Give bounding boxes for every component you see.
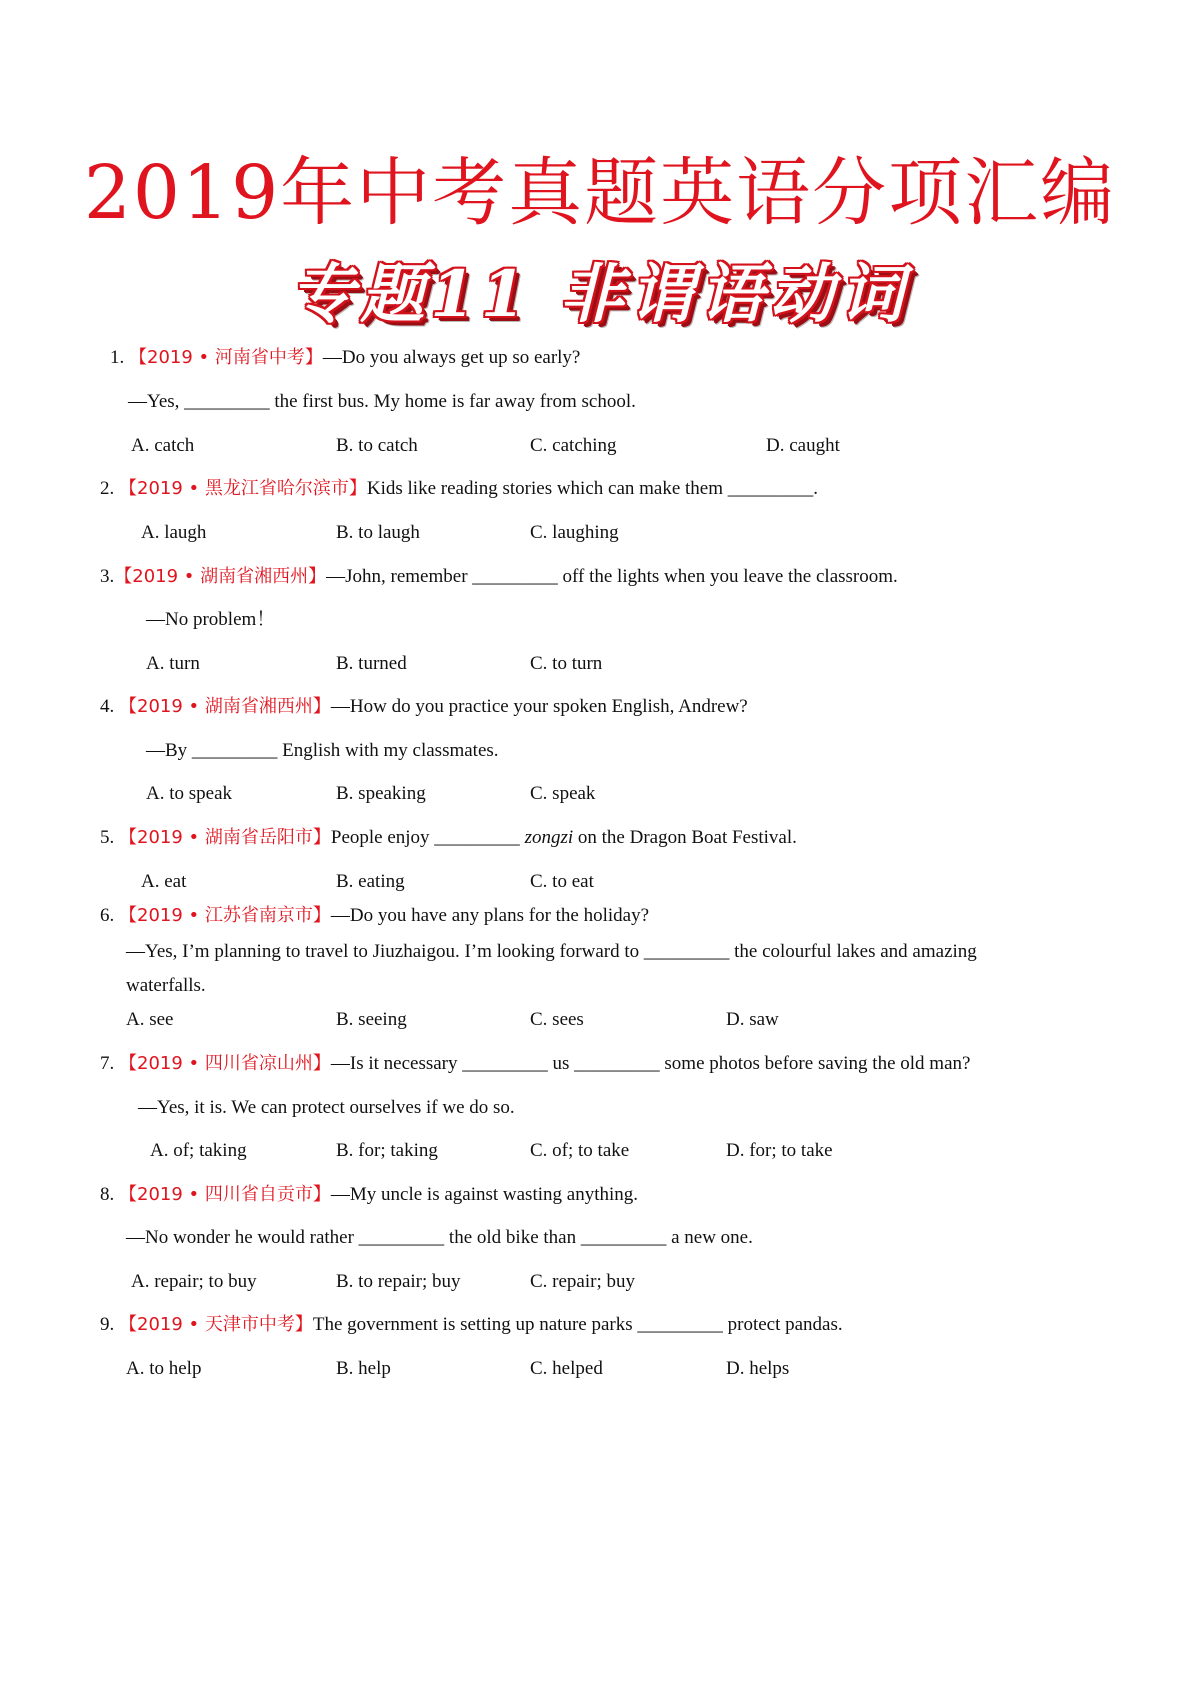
question-5-option-a: A. eat — [141, 871, 187, 892]
question-3-option-c: C. to turn — [530, 653, 603, 674]
question-9-option-a: A. to help — [126, 1358, 202, 1379]
question-7-stem — [100, 1052, 970, 1076]
question-number: 7. — [100, 1053, 115, 1074]
question-8-stem — [100, 1183, 638, 1207]
question-5-stem — [100, 826, 797, 850]
question-source: 【2019 • 江苏省南京市】 — [119, 905, 331, 926]
question-text-end: on the Dragon Boat Festival. — [573, 827, 797, 848]
question-6-line3: waterfalls. — [126, 975, 206, 996]
question-4-option-b: B. speaking — [336, 783, 426, 804]
question-text: The government is setting up nature parks _________ protect pandas. — [312, 1314, 843, 1335]
question-3-stem — [100, 565, 898, 589]
question-9-option-d: D. helps — [726, 1358, 790, 1379]
question-2-option-c: C. laughing — [530, 522, 619, 543]
question-text: People enjoy _________ — [330, 827, 525, 848]
question-text: —John, remember _________ off the lights when you leave the classroom. — [326, 566, 898, 587]
question-7-option-d: D. for; to take — [726, 1140, 833, 1161]
question-source: 【2019 • 湖南省湘西州】 — [119, 696, 331, 717]
question-number: 4. — [100, 696, 115, 717]
question-1-option-b: B. to catch — [336, 435, 418, 456]
question-8-option-b: B. to repair; buy — [336, 1271, 461, 1292]
question-8-option-a: A. repair; to buy — [131, 1271, 257, 1292]
question-source: 【2019 • 天津市中考】 — [119, 1314, 313, 1335]
question-number: 8. — [100, 1184, 115, 1205]
question-4-stem — [100, 695, 748, 719]
question-source: 【2019 • 河南省中考】 — [129, 347, 323, 368]
question-7-line2: —Yes, it is. We can protect ourselves if we do so. — [138, 1097, 515, 1118]
question-3-option-a: A. turn — [146, 653, 200, 674]
question-9-option-b: B. help — [336, 1358, 391, 1379]
question-6-stem — [100, 904, 649, 928]
question-2-option-b: B. to laugh — [336, 522, 420, 543]
question-source: 【2019 • 黑龙江省哈尔滨市】 — [119, 478, 367, 499]
question-source: 【2019 • 四川省自贡市】 — [119, 1184, 331, 1205]
question-7-option-c: C. of; to take — [530, 1140, 630, 1161]
question-2-option-a: A. laugh — [141, 522, 207, 543]
question-9-option-c: C. helped — [530, 1358, 603, 1379]
question-4-option-a: A. to speak — [146, 783, 233, 804]
question-4-option-c: C. speak — [530, 783, 596, 804]
question-source: 【2019 • 湖南省湘西州】 — [114, 566, 327, 587]
question-6-option-d: D. saw — [726, 1009, 779, 1030]
question-number: 1. — [110, 347, 125, 368]
question-5-option-b: B. eating — [336, 871, 405, 892]
page-title: 2019年中考真题英语分项汇编 — [83, 150, 1117, 236]
page-subtitle: 专题11 非谓语动词 — [290, 257, 910, 332]
question-6-option-c: C. sees — [530, 1009, 584, 1030]
question-1-line2: —Yes, _________ the first bus. My home is far away from school. — [128, 391, 636, 412]
question-9-stem — [100, 1313, 843, 1337]
question-1-option-d: D. caught — [766, 435, 840, 456]
question-source: 【2019 • 四川省凉山州】 — [119, 1053, 331, 1074]
question-4-line2: —By _________ English with my classmates. — [146, 740, 499, 761]
question-number: 5. — [100, 827, 115, 848]
question-1-option-c: C. catching — [530, 435, 617, 456]
question-6-option-a: A. see — [126, 1009, 174, 1030]
question-number: 3. — [100, 566, 115, 587]
question-number: 2. — [100, 478, 115, 499]
question-8-option-c: C. repair; buy — [530, 1271, 636, 1292]
question-source: 【2019 • 湖南省岳阳市】 — [119, 827, 331, 848]
question-text: —My uncle is against wasting anything. — [330, 1184, 639, 1205]
question-7-option-b: B. for; taking — [336, 1140, 438, 1161]
question-text: Kids like reading stories which can make them _________. — [366, 478, 819, 499]
question-text: —Do you have any plans for the holiday? — [330, 905, 650, 926]
question-3-option-b: B. turned — [336, 653, 407, 674]
question-text-italic: zongzi — [524, 827, 574, 848]
question-7-option-a: A. of; taking — [150, 1140, 247, 1161]
question-3-line2: —No problem！ — [146, 609, 276, 630]
question-1-stem — [110, 346, 580, 370]
question-2-stem — [100, 477, 818, 501]
question-number: 9. — [100, 1314, 115, 1335]
question-6-option-b: B. seeing — [336, 1009, 407, 1030]
question-text: —How do you practice your spoken English, Andrew? — [330, 696, 748, 717]
question-8-line2: —No wonder he would rather _________ the old bike than _________ a new one. — [126, 1227, 753, 1248]
question-1-option-a: A. catch — [131, 435, 195, 456]
question-text: —Is it necessary _________ us _________ some photos before saving the old man? — [330, 1053, 971, 1074]
question-6-line2: —Yes, I’m planning to travel to Jiuzhaigou. I’m looking forward to _________ the colourful lakes and amazing — [126, 941, 977, 962]
question-5-option-c: C. to eat — [530, 871, 594, 892]
question-text: —Do you always get up so early? — [322, 347, 581, 368]
question-number: 6. — [100, 905, 115, 926]
